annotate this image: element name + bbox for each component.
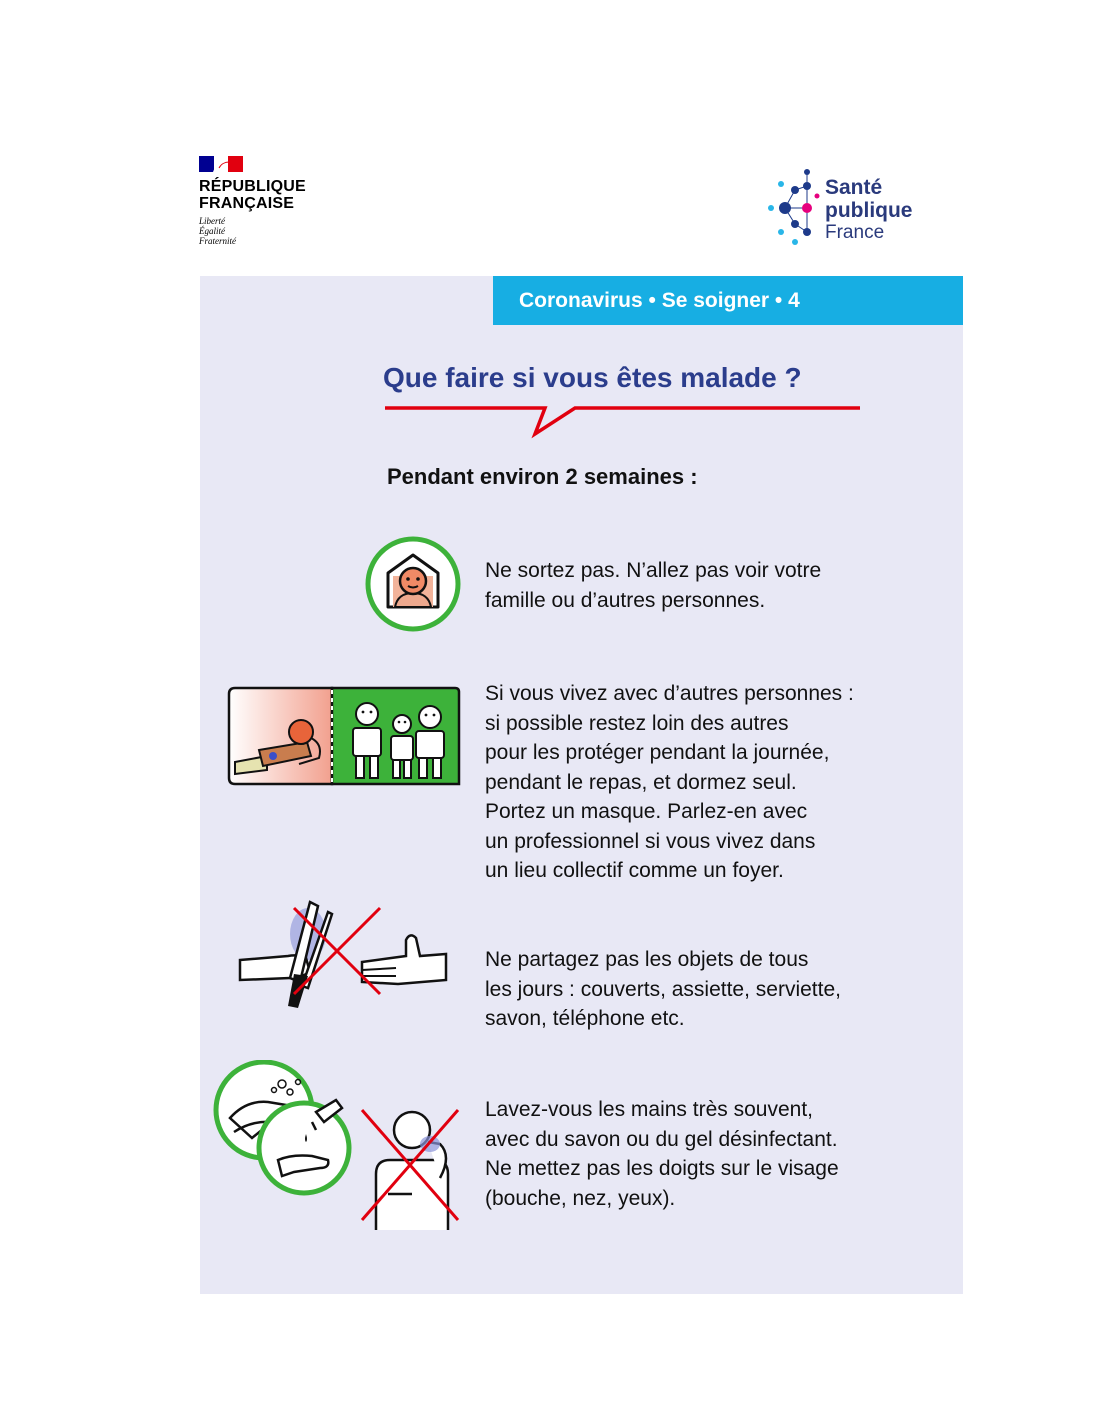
text-line: Ne partagez pas les objets de tous: [485, 948, 809, 971]
text-line: Portez un masque. Parlez-en avec: [485, 800, 808, 823]
item-text: [485, 556, 821, 615]
item-text: [485, 945, 841, 1034]
rf-name-line: FRANÇAISE: [199, 195, 295, 212]
rf-name-line: RÉPUBLIQUE: [199, 178, 306, 195]
content-panel: [200, 276, 963, 1294]
text-line: si possible restez loin des autres: [485, 711, 789, 735]
text-line: pour les protéger pendant la journée,: [485, 741, 830, 764]
motto-line: Liberté: [199, 216, 225, 226]
isolate-from-others-icon: [227, 686, 461, 786]
text-line: savon, téléphone etc.: [485, 1007, 685, 1030]
wash-hands-no-touch-face-icon: [212, 1060, 470, 1236]
motto-line: Fraternité: [199, 236, 236, 246]
text-line: avec du savon ou du gel désinfectant.: [485, 1127, 838, 1151]
text-line: un professionnel si vous vivez dans: [485, 829, 816, 853]
republique-francaise-name: [199, 178, 306, 212]
section-banner: Coronavirus • Se soigner • 4: [493, 276, 963, 325]
no-sharing-objects-icon: [238, 898, 448, 1010]
molecule-dots-icon: [765, 166, 821, 248]
page-title: Que faire si vous êtes malade ?: [383, 362, 802, 393]
spf-name-line: publique: [825, 199, 913, 222]
text-line: famille ou d’autres personnes.: [485, 588, 766, 612]
text-line: Ne mettez pas les doigts sur le visage: [485, 1157, 839, 1180]
spf-name-line: Santé: [825, 176, 883, 199]
text-line: les jours : couverts, assiette, serviette,: [485, 977, 841, 1001]
text-line: (bouche, nez, yeux).: [485, 1186, 676, 1210]
speech-underline-icon: [385, 404, 860, 440]
text-line: Si vous vivez avec d’autres personnes :: [485, 682, 854, 705]
marianne-flag-icon: [199, 156, 243, 172]
item-text: [485, 679, 854, 886]
section-subtitle: Pendant environ 2 semaines :: [387, 464, 698, 489]
text-line: Lavez-vous les mains très souvent,: [485, 1098, 813, 1121]
republique-francaise-motto: [199, 216, 236, 246]
text-line: pendant le repas, et dormez seul.: [485, 770, 797, 794]
sante-publique-france-logo: [765, 166, 925, 248]
spf-name-line: France: [825, 222, 885, 243]
motto-line: Égalité: [199, 226, 225, 236]
stay-home-icon: [364, 535, 462, 633]
item-text: [485, 1095, 839, 1213]
text-line: Ne sortez pas. N’allez pas voir votre: [485, 559, 822, 582]
text-line: un lieu collectif comme un foyer.: [485, 859, 784, 882]
